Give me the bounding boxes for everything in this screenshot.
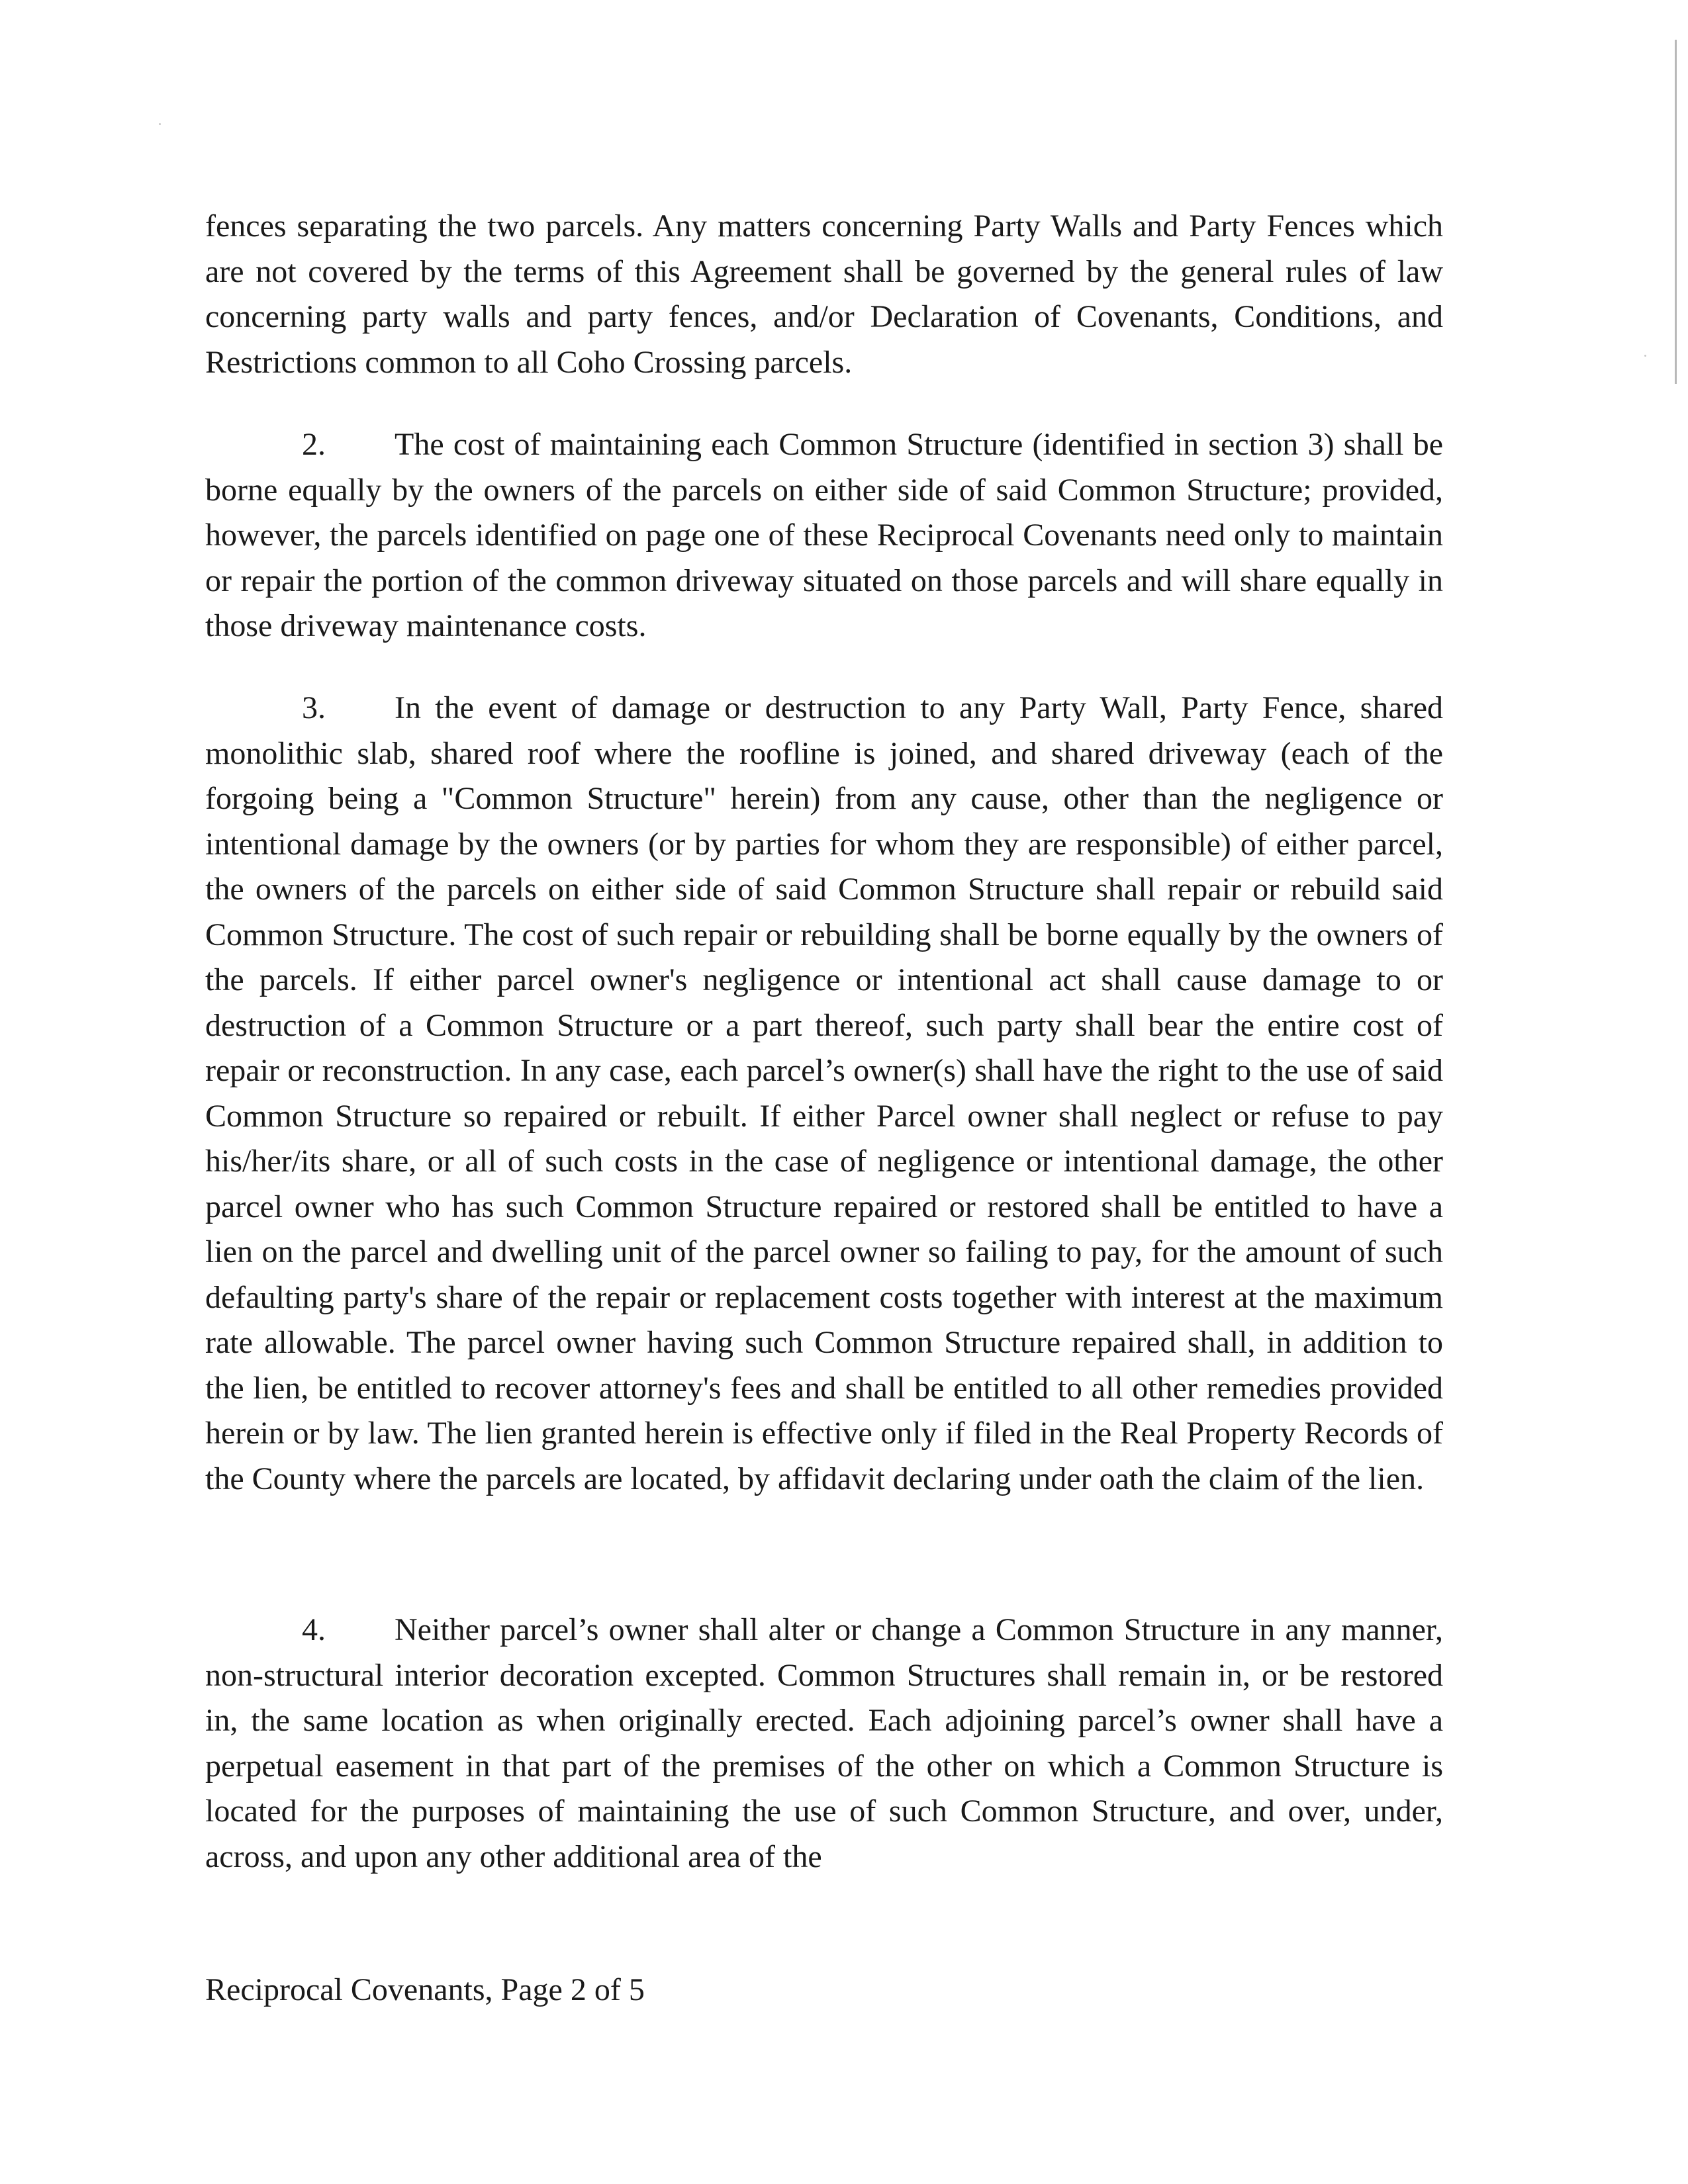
paragraph-text: In the event of damage or destruction to any Party Wall, Party Fence, shared monolithic slab, shared roof where the roofline is joined, and shared driveway (each of the forgoing being a "Common Structure" herein) from any cause, other than the negligence or intentional damage by the owners (or by parties for whom they are responsible) of either parcel, the owners of the parcels on either side of said Common Structure shall repair or rebuild said Common Structure. The cost of such repair or rebuilding shall be borne equally by the owners of the parcels. If either parcel owner's negligence or intentional act shall cause damage to or destruction of a Common Structure or a part thereof, such party shall bear the entire cost of repair or reconstruction. In any case, each parcel’s owner(s) shall have the right to the use of said Common Structure so repaired or rebuilt. If either Parcel owner shall neglect or refuse to pay his/her/its share, or all of such costs in the case of negligence or intentional damage, the other parcel owner who has such Common Structure repaired or restored shall be entitled to have a lien on the parcel and dwelling unit of the parcel owner so failing to pay, for the amount of such defaulting party's share of the repair or replacement costs together with interest at the maximum rate allowable. The parcel owner having such Common Structure repaired shall, in addition to the lien, be entitled to recover attorney's fees and shall be entitled to all other remedies provided herein or by law. The lien granted herein is effective only if filed in the Real Property Records of the County where the parcels are located, by affidavit declaring under oath the claim of the lien. (205, 690, 1443, 1496)
scan-edge-line (1675, 40, 1677, 384)
page-footer: Reciprocal Covenants, Page 2 of 5 (205, 1972, 645, 2007)
scan-speck (159, 123, 161, 125)
paragraph-number: 2. (302, 427, 326, 462)
paragraph-number: 3. (302, 690, 326, 725)
paragraph-text: Neither parcel’s owner shall alter or change a Common Structure in any manner, non-structural interior decoration excepted. Common Structures shall remain in, or be restored in, the same location as when originally erected. Each adjoining parcel’s owner shall have a perpetual easement in that part of the premises of the other on which a Common Structure is located for the purposes of maintaining the use of such Common Structure, and over, under, across, and upon any other additional area of the (205, 1612, 1443, 1874)
scan-speck (1644, 355, 1646, 357)
paragraph-number: 4. (302, 1612, 326, 1647)
paragraph-2 (205, 422, 1443, 649)
paragraph-text: The cost of maintaining each Common Structure (identified in section 3) shall be borne equally by the owners of the parcels on either side of said Common Structure; provided, however, the parcels identified on page one of these Reciprocal Covenants need only to maintain or repair the portion of the common driveway situated on those parcels and will share equally in those driveway maintenance costs. (205, 427, 1443, 643)
paragraph-text: fences separating the two parcels. Any matters concerning Party Walls and Party Fences which are not covered by the terms of this Agreement shall be governed by the general rules of law concerning party walls and party fences, and/or Declaration of Covenants, Conditions, and Restrictions common to all Coho Crossing parcels. (205, 208, 1443, 380)
paragraph-1-continued (205, 204, 1443, 385)
paragraph-3 (205, 686, 1443, 1502)
paragraph-4 (205, 1608, 1443, 1880)
